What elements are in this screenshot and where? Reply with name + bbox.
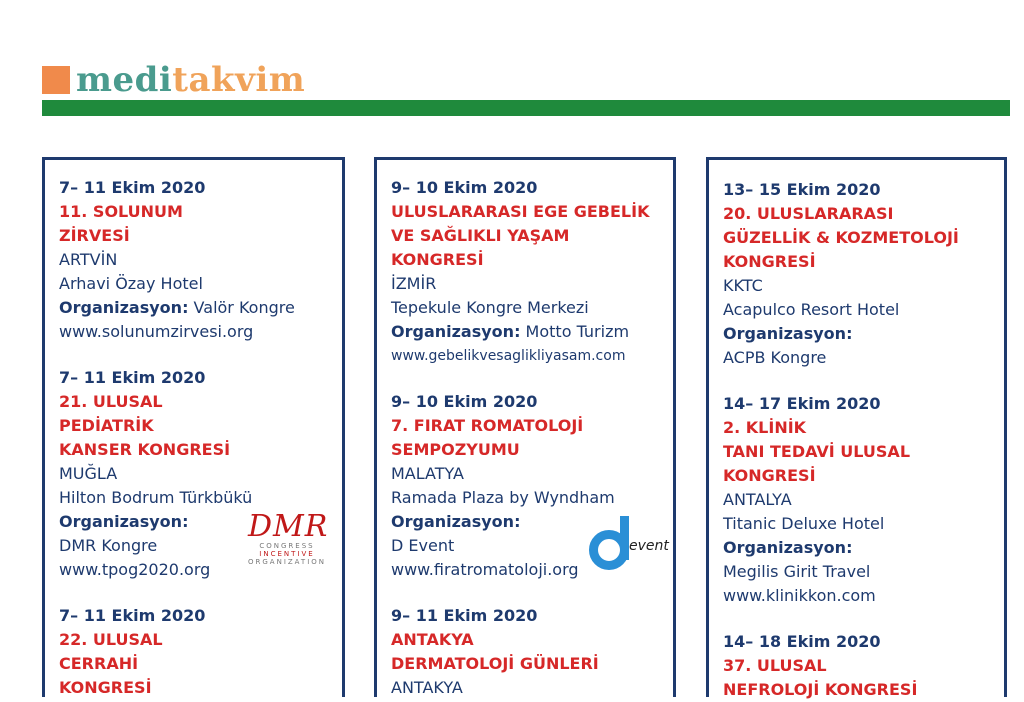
event-city: MUĞLA [59, 464, 118, 483]
event-card [723, 630, 990, 702]
event-card [391, 604, 659, 700]
event-title-line: 11. SOLUNUM [59, 202, 183, 221]
event-website-link[interactable]: www.firatromatoloji.org [391, 560, 579, 579]
organizer-value: DMR Kongre [59, 536, 158, 555]
organizer-label: Organizasyon: [723, 324, 853, 343]
event-website-link[interactable]: www.gebelikvesaglikliyasam.com [391, 348, 626, 364]
event-city: MALATYA [391, 464, 464, 483]
event-title-line: KONGRESİ [391, 250, 484, 269]
event-title-line: 2. KLİNİK [723, 418, 807, 437]
header-divider-bar [42, 100, 1010, 116]
event-title-line: ZİRVESİ [59, 226, 130, 245]
event-title-line: TANI TEDAVİ ULUSAL [723, 442, 911, 461]
event-column-2 [374, 157, 676, 697]
event-title-line: ANTAKYA [391, 630, 474, 649]
event-date: 7– 11 Ekim 2020 [59, 368, 206, 387]
event-title-line: SEMPOZYUMU [391, 440, 520, 459]
event-card [391, 390, 669, 582]
organizer-label: Organizasyon: [59, 512, 189, 531]
event-venue: Titanic Deluxe Hotel [723, 514, 885, 533]
event-venue: Ramada Plaza by Wyndham [391, 488, 615, 507]
brand-wordmark [76, 62, 305, 98]
event-title-line: 21. ULUSAL [59, 392, 163, 411]
organizer-value: Megilis Girit Travel [723, 562, 871, 581]
brand-square-icon [42, 66, 70, 94]
event-title-line: CERRAHİ [59, 654, 139, 673]
event-title-line: DERMATOLOJİ GÜNLERİ [391, 654, 599, 673]
event-card [723, 392, 990, 608]
event-title-line: VE SAĞLIKLI YAŞAM [391, 226, 570, 245]
event-date: 7– 11 Ekim 2020 [59, 178, 206, 197]
event-date: 7– 11 Ekim 2020 [59, 606, 206, 625]
event-title-line: KONGRESİ [723, 252, 816, 271]
event-column-3 [706, 157, 1007, 697]
organizer-label: Organizasyon: [59, 298, 189, 317]
event-title-line: GÜZELLİK & KOZMETOLOJİ [723, 228, 959, 247]
event-website-link[interactable]: www.solunumzirvesi.org [59, 322, 254, 341]
event-card [391, 176, 659, 368]
event-title-line: 7. FIRAT ROMATOLOJİ [391, 416, 584, 435]
brand-part-takvim: takvim [172, 60, 306, 100]
event-card [723, 178, 990, 370]
event-city: KKTC [723, 276, 763, 295]
organizer-label: Organizasyon: [391, 322, 521, 341]
event-card [59, 176, 328, 344]
event-title-line: PEDİATRİK [59, 416, 154, 435]
organizer-label: Organizasyon: [391, 512, 521, 531]
event-venue: Acapulco Resort Hotel [723, 300, 900, 319]
brand-logo [42, 62, 305, 98]
organizer-value: Valör Kongre [188, 298, 295, 317]
event-date: 9– 10 Ekim 2020 [391, 392, 538, 411]
organizer-value: D Event [391, 536, 455, 555]
event-website-link[interactable]: www.tpog2020.org [59, 560, 211, 579]
d-event-logo-stem [620, 516, 629, 560]
event-column-1 [42, 157, 345, 697]
organizer-label: Organizasyon: [723, 538, 853, 557]
event-card [59, 604, 328, 700]
event-venue: Arhavi Özay Hotel [59, 274, 203, 293]
event-organizer [59, 296, 328, 320]
dmr-logo-sub: CONGRESS [259, 542, 315, 550]
dmr-logo-sub: ORGANIZATION [248, 558, 327, 566]
organizer-value: ACPB Kongre [723, 348, 827, 367]
event-title-line: 22. ULUSAL [59, 630, 163, 649]
dmr-logo-sub: INCENTIVE [259, 550, 315, 558]
dmr-logo [248, 509, 329, 566]
event-title-line: KANSER KONGRESİ [59, 440, 231, 459]
d-event-logo-text: event [629, 538, 669, 554]
event-city: ANTALYA [723, 490, 792, 509]
event-title-line: KONGRESİ [723, 466, 816, 485]
brand-part-medi: medi [76, 60, 173, 100]
event-organizer [391, 320, 659, 344]
event-date: 13– 15 Ekim 2020 [723, 180, 881, 199]
event-title-line: NEFROLOJİ KONGRESİ [723, 680, 918, 699]
dmr-logo-mark: DMR [248, 509, 329, 544]
event-website-link[interactable]: www.klinikkon.com [723, 586, 876, 605]
event-date: 14– 18 Ekim 2020 [723, 632, 881, 651]
event-venue: Tepekule Kongre Merkezi [391, 298, 589, 317]
event-date: 14– 17 Ekim 2020 [723, 394, 881, 413]
event-title-line: 37. ULUSAL [723, 656, 827, 675]
d-event-logo [585, 516, 669, 576]
organizer-value: Motto Turizm [520, 322, 630, 341]
event-date: 9– 11 Ekim 2020 [391, 606, 538, 625]
event-title-line: ULUSLARARASI EGE GEBELİK [391, 202, 650, 221]
event-city: İZMİR [391, 274, 437, 293]
event-venue: Hilton Bodrum Türkbükü [59, 488, 253, 507]
event-city: ANTAKYA [391, 678, 463, 697]
event-city: ARTVİN [59, 250, 118, 269]
event-title-line: 20. ULUSLARARASI [723, 204, 894, 223]
event-date: 9– 10 Ekim 2020 [391, 178, 538, 197]
event-card [59, 366, 328, 582]
event-title-line: KONGRESİ [59, 678, 152, 697]
